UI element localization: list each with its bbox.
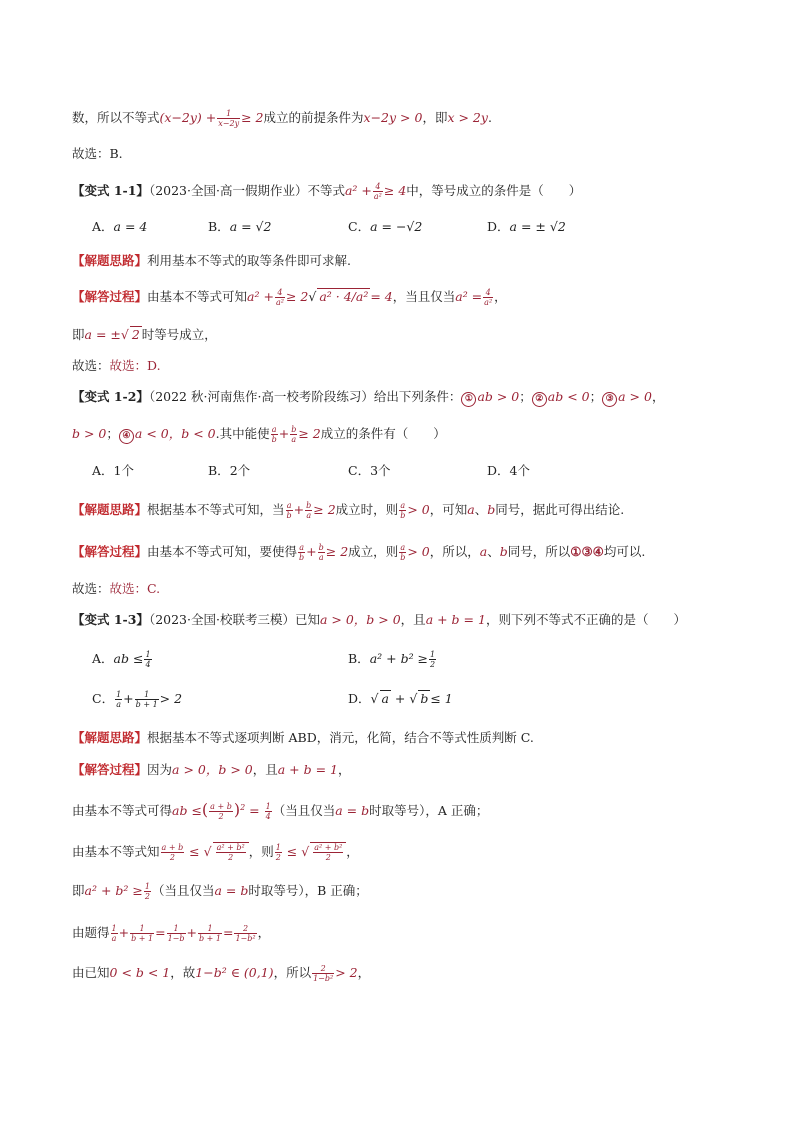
variant-tag: 【变式 1-2】 [72,389,149,404]
solution-idea: 【解题思路】根据基本不等式可知，当 $\frac{a}{b}$ + $\frac{b}{a}$ ≥ 2成立时，则 $\frac{a}{b}$ > 0，可知a、b同号，据此可得出结论. [72,501,625,520]
answer-line: 故选：B. [72,146,123,161]
option-b: B．a² + b² ≥ $\frac{1}{2}$ [348,650,436,669]
denominator: x−2y [218,119,240,128]
solution-process: 【解答过程】由基本不等式可知a² + $\frac{4}{\text{a²}}$ ≥ 2√ a² · 4/a² = 4，当且仅当a² = $\frac{4}{\text{a²}}$ ， [72,288,507,307]
text: 数，所以不等式 [72,110,160,125]
fraction [373,182,383,201]
solution-idea [72,253,351,269]
question-source: （2023·全国·校联考三模） [148,612,295,627]
idea-tag: 【解题思路】 [72,253,148,268]
question-source: （2022 秋·河南焦作·高一校考阶段练习） [148,389,374,404]
answer-line: 故选：故选：C. [72,581,161,596]
option-c: C． $\frac{1}{a}$ + $\frac{1}{b + 1}$ > 2 [92,690,183,709]
solution-line: 即a = ±√ 2 时等号成立， [72,327,217,342]
text: 不等式 [307,183,345,198]
math: x−2y > 0 [363,110,423,125]
question-1-2-line2: b > 0； ④ a < 0，b < 0.其中能使 $\frac{a}{b}$ + $\frac{b}{a}$ ≥ 2成立的条件有（ ） [72,425,446,444]
question-1-3: 【变式 1-3】（2023·全国·校联考三模）已知a > 0，b > 0，且a + b = 1，则下列不等式不正确的是（ ） [72,612,686,627]
fraction [217,109,240,128]
option-b: B．a = √2 [208,219,272,234]
option-a: A．1个 [92,463,134,478]
solution-line: 由题得 $\frac{1}{a}$ + $\frac{1}{b + 1}$ = $\frac{1}{1-b}$ + $\frac{1}{b + 1}$ = $\frac{2}{\text{1−b²}}$ ， [72,924,271,943]
solution-line: 由基本不等式可得ab ≤( $\frac{a + b}{2}$ )$^2$ = $\frac{1}{4}$ （当且仅当a = b时取等号），A 正确； [72,800,489,822]
option-d: D．a = ± √2 [487,219,566,234]
option-a: A．a = 4 [92,219,148,234]
text: 成立的前提条件为 [263,110,364,125]
option-a: A．ab ≤ $\frac{1}{4}$ [92,650,151,669]
solution-process: 【解答过程】因为a > 0，b > 0，且a + b = 1， [72,762,351,777]
math: ≥ 4 [383,183,407,198]
option-b: B．2个 [208,463,251,478]
denominator: a² [373,192,382,201]
math: ≥ 2 [241,110,264,125]
variant-tag: 【变式 1-3】 [72,612,149,627]
text: ，即 [422,110,448,125]
text-line [72,109,492,128]
text: . [487,110,492,125]
solution-idea: 【解题思路】根据基本不等式逐项判断 ABD，消元，化简，结合不等式性质判断 C. [72,730,534,745]
solution-line: 即a² + b² ≥ $\frac{1}{2}$ （当且仅当a = b时取等号），B 正确； [72,882,368,901]
solution-line: 由基本不等式知 $\frac{a + b}{2}$ ≤ √ $\frac{\text{a² + b²}}{2}$ ，则 $\frac{1}{2}$ ≤ √ $\frac{\text{a² + b²}}{2}$ ， [72,843,359,862]
math: (x−2y) + [159,110,217,125]
variant-tag: 【变式 1-1】 [72,183,149,198]
numerator: 4 [373,182,383,192]
question-1-2: 【变式 1-2】（2022 秋·河南焦作·高一校考阶段练习）给出下列条件： ① ab > 0； ② ab < 0； ③ a > 0， [72,389,664,407]
math: a² + [344,183,372,198]
math: x > 2y [447,110,488,125]
option-d: D．√ a + √ b ≤ 1 [348,691,453,706]
option-d: D．4个 [487,463,530,478]
solution-process: 【解答过程】由基本不等式可知，要使得 $\frac{a}{b}$ + $\frac{b}{a}$ ≥ 2成立，则 $\frac{a}{b}$ > 0，所以，a、b同号，所以①③④均可以. [72,543,646,562]
option-c: C．3个 [348,463,391,478]
answer-line: 故选：故选：D. [72,358,161,373]
numerator: 1 [217,109,240,119]
option-c: C．a = −√2 [348,219,423,234]
solution-line: 由已知0 < b < 1，故1−b² ∈ (0,1)，所以 $\frac{2}{\text{1−b²}}$ > 2， [72,964,371,983]
idea-text: 利用基本不等式的取等条件即可求解. [147,253,351,268]
question-source: （2023·全国·高一假期作业） [148,183,308,198]
process-tag: 【解答过程】 [72,289,148,304]
question-1-1 [72,182,581,201]
text: 中，等号成立的条件是（ ） [406,183,582,198]
